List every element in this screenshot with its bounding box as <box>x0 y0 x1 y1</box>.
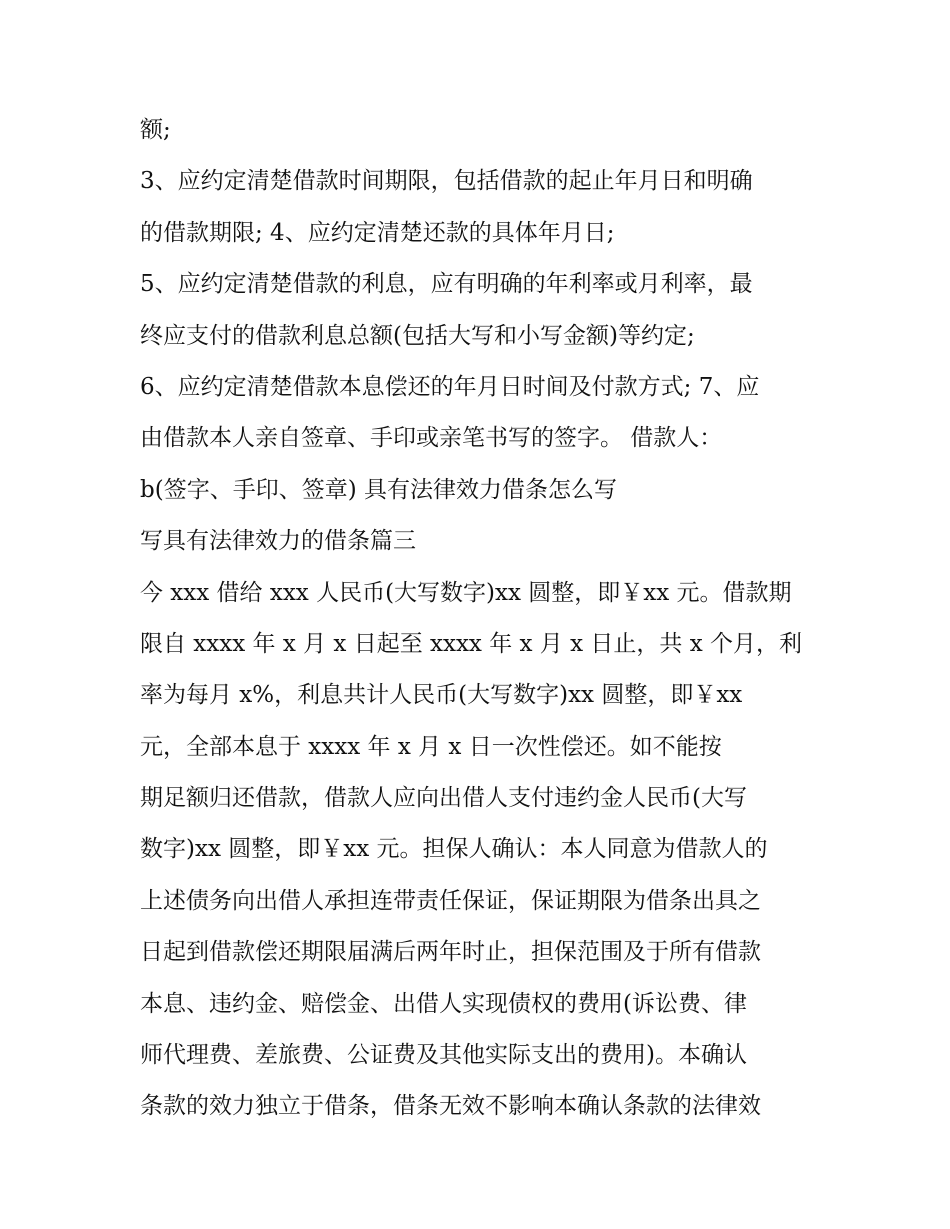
text-line: 终应支付的借款利息总额(包括大写和小写金额)等约定; <box>140 322 695 349</box>
text-line: b(签字、手印、签章) 具有法律效力借条怎么写 <box>140 476 617 503</box>
text-line: 师代理费、差旅费、公证费及其他实际支出的费用)。本确认 <box>140 1042 747 1069</box>
text-line: 限自 xxxx 年 x 月 x 日起至 xxxx 年 x 月 x 日止，共 x 个月，利 <box>140 630 802 657</box>
text-line: 元，全部本息于 xxxx 年 x 月 x 日一次性偿还。如不能按 <box>140 733 722 760</box>
text-line: 数字)xx 圆整，即￥xx 元。担保人确认：本人同意为借款人的 <box>140 836 768 863</box>
section-heading: 写具有法律效力的借条篇三 <box>140 528 416 555</box>
text-line: 3、应约定清楚借款时间期限，包括借款的起止年月日和明确 <box>140 168 753 195</box>
text-line: 6、应约定清楚借款本息偿还的年月日时间及付款方式; 7、应 <box>140 373 760 400</box>
text-line: 今 xxx 借给 xxx 人民币(大写数字)xx 圆整，即￥xx 元。借款期 <box>140 579 792 606</box>
text-line: 率为每月 x%，利息共计人民币(大写数字)xx 圆整，即￥xx <box>140 682 743 709</box>
text-line: 日起到借款偿还期限届满后两年时止，担保范围及于所有借款 <box>140 939 761 966</box>
text-line: 条款的效力独立于借条，借条无效不影响本确认条款的法律效 <box>140 1093 761 1120</box>
text-line: 本息、违约金、赔偿金、出借人实现债权的费用(诉讼费、律 <box>140 990 747 1017</box>
text-line: 的借款期限; 4、应约定清楚还款的具体年月日; <box>140 219 615 246</box>
text-line: 额; <box>140 117 171 143</box>
text-line: 期足额归还借款，借款人应向出借人支付违约金人民币(大写 <box>140 785 747 812</box>
text-line: 5、应约定清楚借款的利息，应有明确的年利率或月利率，最 <box>140 271 753 298</box>
text-line: 上述债务向出借人承担连带责任保证，保证期限为借条出具之 <box>140 887 761 914</box>
body-text <box>140 108 830 1136</box>
text-line: 由借款本人亲自签章、手印或亲笔书写的签字。 借款人： <box>140 425 723 452</box>
